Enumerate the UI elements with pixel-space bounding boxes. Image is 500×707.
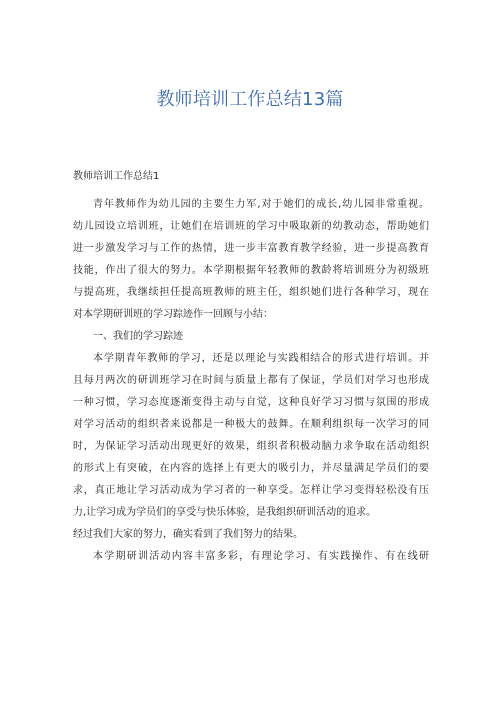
paragraph-line: 技能，作出了很大的努力。本学期根据年轻教师的教龄将培训班分为初级班	[73, 265, 429, 276]
paragraph-line: 一种习惯，学习态度逐渐变得主动与自觉，这种良好学习习惯与氛围的形成	[73, 397, 429, 408]
paragraph-line: 本学期研训活动内容丰富多彩，有理论学习、有实践操作、有在线研	[93, 551, 429, 562]
paragraph-2	[73, 348, 429, 524]
paragraph-3: 经过我们大家的努力，确实看到了我们努力的结果。	[73, 529, 303, 540]
paragraph-line: 对本学期研训班的学习踪迹作一回顾与小结：	[73, 309, 273, 320]
document-body	[73, 166, 429, 568]
paragraph-line: 幼儿园设立培训班，让她们在培训班的学习中吸取新的幼教动态，帮助她们	[73, 221, 429, 232]
document-title: 教师培训工作总结13篇	[156, 89, 344, 110]
section-title: 教师培训工作总结1	[73, 171, 160, 182]
paragraph-line: 本学期青年教师的学习，还是以理论与实践相结合的形式进行培训。并	[93, 353, 429, 364]
paragraph-line: 求，真正地让学习活动成为学习者的一种享受。怎样让学习变得轻松没有压	[73, 485, 429, 496]
paragraph-line: 青年教师作为幼儿园的主要生力军,对于她们的成长,幼儿园非常重视。	[93, 199, 429, 210]
paragraph-line: 力,让学习成为学员们的享受与快乐体验，是我组织研训活动的追求。	[73, 507, 377, 518]
paragraph-line: 时，为保证学习活动出现更好的效果，组织者积极动脑力求争取在活动组织	[73, 441, 429, 452]
paragraph-line: 进一步激发学习与工作的热情，进一步丰富教育教学经验，进一步提高教育	[73, 243, 429, 254]
paragraph-1	[73, 194, 429, 326]
subheading-1: 一、我们的学习踪迹	[93, 331, 183, 342]
paragraph-4	[73, 546, 429, 568]
paragraph-line: 与提高班，我继续担任提高班教师的班主任，组织她们进行各种学习，现在	[73, 287, 429, 298]
paragraph-line: 的形式上有突破，在内容的选择上有更大的吸引力，并尽量满足学员们的要	[73, 463, 429, 474]
paragraph-line: 且每月两次的研训班学习在时间与质量上都有了保证，学员们对学习也形成	[73, 375, 429, 386]
paragraph-line: 对学习活动的组织者来说都是一种极大的鼓舞。在顺利组织每一次学习的同	[73, 419, 429, 430]
